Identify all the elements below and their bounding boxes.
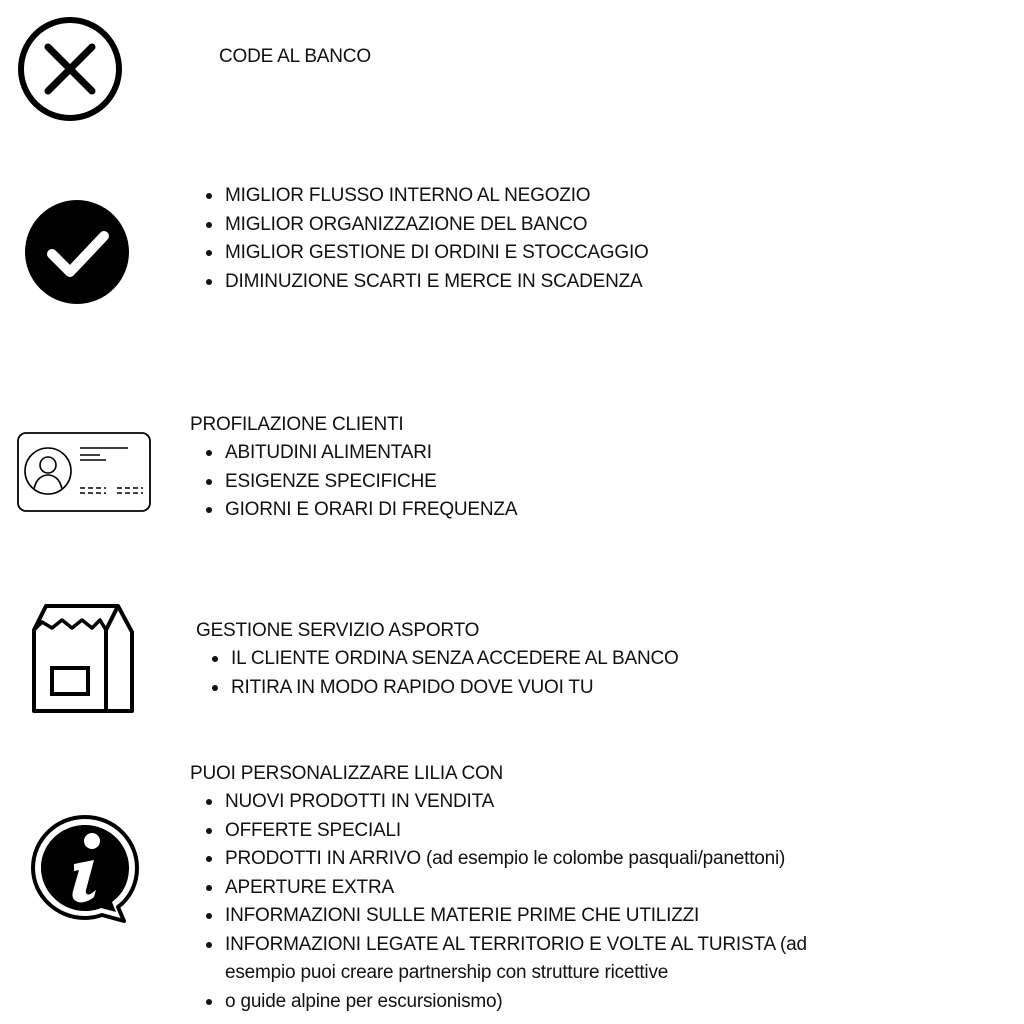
close-circle-icon — [16, 16, 124, 122]
list-item: APERTURE EXTRA — [225, 874, 807, 903]
list-item: DIMINUZIONE SCARTI E MERCE IN SCADENZA — [225, 268, 649, 297]
list-item: MIGLIOR ORGANIZZAZIONE DEL BANCO — [225, 211, 649, 240]
section-title-gestione-asporto: GESTIONE SERVIZIO ASPORTO — [196, 620, 480, 641]
list-item: OFFERTE SPECIALI — [225, 817, 807, 846]
list-item: ESIGENZE SPECIFICHE — [225, 468, 517, 497]
id-card-icon — [16, 431, 152, 513]
info-speech-bubble-icon — [30, 814, 140, 926]
list-item: MIGLIOR GESTIONE DI ORDINI E STOCCAGGIO — [225, 239, 649, 268]
section-title-profilazione-clienti: PROFILAZIONE CLIENTI — [190, 414, 404, 435]
benefits-list — [225, 182, 649, 296]
list-item: INFORMAZIONI LEGATE AL TERRITORIO E VOLTE AL TURISTA (ad — [225, 931, 807, 960]
section-title-code-al-banco: CODE AL BANCO — [219, 46, 371, 67]
list-item: RITIRA IN MODO RAPIDO DOVE VUOI TU — [231, 674, 679, 703]
list-item: PRODOTTI IN ARRIVO (ad esempio le colombe pasquali/panettoni) — [225, 845, 807, 874]
list-item: NUOVI PRODOTTI IN VENDITA — [225, 788, 807, 817]
list-item: ABITUDINI ALIMENTARI — [225, 439, 517, 468]
list-item: IL CLIENTE ORDINA SENZA ACCEDERE AL BANCO — [231, 645, 679, 674]
takeaway-list — [231, 645, 679, 702]
list-item: GIORNI E ORARI DI FREQUENZA — [225, 496, 517, 525]
list-item: o guide alpine per escursionismo) — [225, 988, 807, 1017]
list-item: INFORMAZIONI SULLE MATERIE PRIME CHE UTILIZZI — [225, 902, 807, 931]
takeaway-bag-icon — [28, 602, 138, 716]
list-item-continuation: esempio puoi creare partnership con strutture ricettive — [225, 962, 669, 983]
list-item: MIGLIOR FLUSSO INTERNO AL NEGOZIO — [225, 182, 649, 211]
check-circle-icon — [24, 199, 130, 305]
customization-list — [225, 788, 807, 1016]
profiling-list — [225, 439, 517, 525]
section-title-personalizza-lilia: PUOI PERSONALIZZARE LILIA CON — [190, 763, 504, 784]
